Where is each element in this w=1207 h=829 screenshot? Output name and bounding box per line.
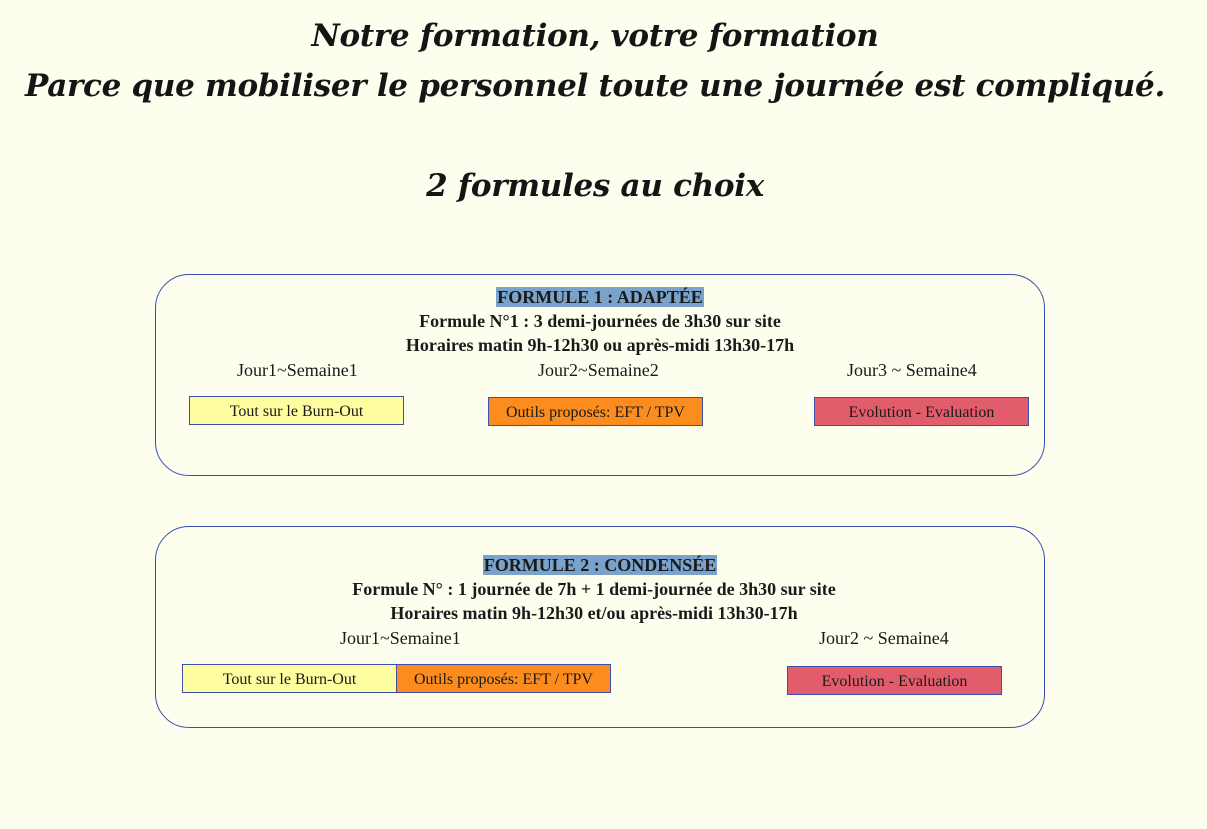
formula2-subtitle: Formule N° : 1 journée de 7h + 1 demi-journée de 3h30 sur site: [352, 579, 836, 599]
headline-title: Notre formation, votre formation: [311, 18, 879, 54]
formula1-panel: [155, 274, 1045, 476]
formula2-day-1: Jour1~Semaine1: [340, 628, 461, 648]
formula2-panel: [155, 526, 1045, 728]
formula1-day-1: Jour1~Semaine1: [237, 360, 358, 380]
formula1-subtitle: Formule N°1 : 3 demi-journées de 3h30 sur site: [419, 311, 781, 331]
headline-subtitle: Parce que mobiliser le personnel toute une journée est compliqué.: [25, 68, 1165, 104]
formula2-module-evaluation: Evolution - Evaluation: [787, 666, 1002, 695]
formula1-day-2: Jour2~Semaine2: [538, 360, 659, 380]
formula1-module-burnout: Tout sur le Burn-Out: [189, 396, 404, 425]
formula1-module-tools: Outils proposés: EFT / TPV: [488, 397, 703, 426]
formula2-day-2: Jour2 ~ Semaine4: [819, 628, 949, 648]
formula2-module-burnout: Tout sur le Burn-Out: [182, 664, 397, 693]
formula2-title: FORMULE 2 : CONDENSÉE: [483, 555, 717, 575]
headline-choice: 2 formules au choix: [426, 168, 764, 204]
formula1-day-3: Jour3 ~ Semaine4: [847, 360, 977, 380]
formula2-hours: Horaires matin 9h-12h30 et/ou après-midi 13h30-17h: [390, 603, 798, 623]
formula1-module-evaluation: Evolution - Evaluation: [814, 397, 1029, 426]
formula1-hours: Horaires matin 9h-12h30 ou après-midi 13h30-17h: [405, 335, 795, 355]
formula2-module-tools: Outils proposés: EFT / TPV: [396, 664, 611, 693]
formula1-title: FORMULE 1 : ADAPTÉE: [497, 287, 703, 307]
